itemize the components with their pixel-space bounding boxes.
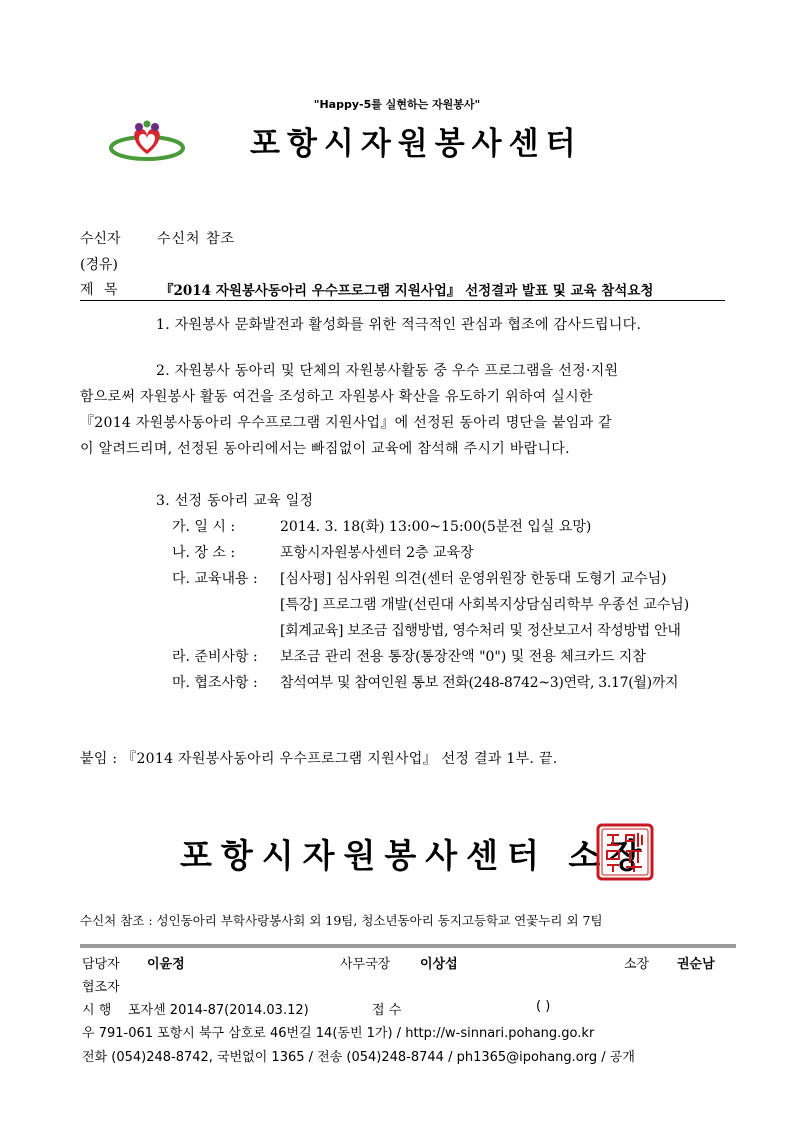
schedule-value: 2014. 3. 18(화) 13:00~15:00(5분전 입실 요망) xyxy=(280,519,592,535)
schedule-value: [특강] 프로그램 개발(선린대 사회복지상담심리학부 우종선 교수님) xyxy=(280,597,690,613)
schedule-label: 마. 협조사항 : xyxy=(172,675,258,691)
staff-label: 담당자 xyxy=(82,957,120,972)
schedule-value: 보조금 관리 전용 통장(통장잔액 "0") 및 전용 체크카드 지참 xyxy=(280,649,646,665)
sender-signature: 포항시자원봉사센터 소장 xyxy=(180,836,651,875)
receipt-value: ( ) xyxy=(536,999,551,1014)
subject-value: 『2014 자원봉사동아리 우수프로그램 지원사업』 선정결과 발표 및 교육 참석요청 xyxy=(160,283,654,299)
via-label: (경유) xyxy=(80,257,118,273)
schedule-label: 나. 장 소 : xyxy=(172,545,236,561)
paragraph-2-line: 2. 자원봉사 동아리 및 단체의 자원봉사활동 중 우수 프로그램을 선정·지원 xyxy=(156,363,619,379)
schedule-value: [심사평] 심사위원 의견(센터 운영위원장 한동대 도형기 교수님) xyxy=(280,571,667,587)
recipient-label: 수신자 xyxy=(80,231,121,247)
paragraph-3-title: 3. 선정 동아리 교육 일정 xyxy=(156,493,314,509)
subject-label: 제 목 xyxy=(80,282,121,298)
receipt-label: 접 수 xyxy=(372,1003,402,1018)
contact-line: 전화 (054)248-8742, 국번없이 1365 / 전송 (054)248-8744 / ph1365@ipohang.org / 공개 xyxy=(82,1050,635,1065)
paragraph-2-line: 이 알려드리며, 선정된 동아리에서는 빠짐없이 교육에 참석해 주시기 바랍니다. xyxy=(80,441,570,457)
schedule-label: 가. 일 시 : xyxy=(172,519,236,535)
attachment-line: 붙임 : 『2014 자원봉사동아리 우수프로그램 지원사업』 선정 결과 1부. 끝. xyxy=(80,751,558,767)
schedule-label: 라. 준비사항 : xyxy=(172,649,258,665)
paragraph-2-line: 『2014 자원봉사동아리 우수프로그램 지원사업』에 선정된 동아리 명단을 붙임과 같 xyxy=(80,415,612,431)
schedule-value: 참석여부 및 참여인원 통보 전화(248-8742~3)연락, 3.17(월)까지 xyxy=(280,675,679,691)
recipient-value: 수신처 참조 xyxy=(157,231,236,247)
secretary-name: 이상섭 xyxy=(420,957,458,972)
paragraph-2-line: 함으로써 자원봉사 활동 여건을 조성하고 자원봉사 확산을 유도하기 위하여 실시한 xyxy=(80,389,593,405)
footer-divider-bar xyxy=(80,944,736,948)
address-line: 우 791-061 포항시 북구 삼호로 46번길 14(동빈 1가) / http://w-sinnari.pohang.go.kr xyxy=(82,1026,595,1041)
organization-title: 포항시자원봉사센터 xyxy=(250,126,583,162)
issue-label: 시 행 xyxy=(82,1003,112,1018)
staff-name: 이윤정 xyxy=(147,957,185,972)
cooperator-label: 협조자 xyxy=(82,980,120,995)
organization-logo xyxy=(108,120,186,162)
subject-underline xyxy=(80,300,725,301)
director-name: 권순남 xyxy=(677,957,715,972)
schedule-label: 다. 교육내용 : xyxy=(172,571,258,587)
director-label: 소장 xyxy=(624,957,650,972)
official-seal-stamp xyxy=(596,823,654,881)
secretary-label: 사무국장 xyxy=(340,957,391,972)
paragraph-1: 1. 자원봉사 문화발전과 활성화를 위한 적극적인 관심과 협조에 감사드립니다. xyxy=(156,317,642,333)
schedule-value: [회계교육] 보조금 집행방법, 영수처리 및 정산보고서 작성방법 안내 xyxy=(280,623,681,639)
schedule-value: 포항시자원봉사센터 2층 교육장 xyxy=(280,545,474,561)
issue-value: 포자센 2014-87(2014.03.12) xyxy=(128,1003,309,1018)
recipients-list: 수신처 참조 : 성인동아리 부학사랑봉사회 외 19팀, 청소년동아리 동지고등학교 연꽃누리 외 7팀 xyxy=(80,913,603,928)
slogan: "Happy-5를 실현하는 자원봉사" xyxy=(313,98,481,111)
